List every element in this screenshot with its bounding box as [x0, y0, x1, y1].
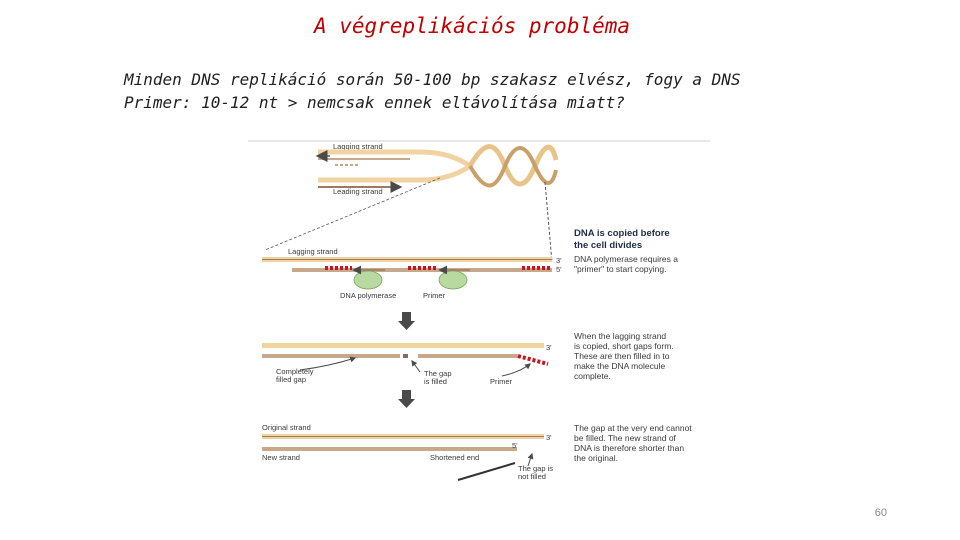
lagging-strand-label: Lagging strand [333, 142, 383, 151]
note-line: make the DNA molecule [574, 361, 666, 371]
slide-title: A végreplikációs probléma [313, 14, 631, 38]
note-title-line: the cell divides [574, 240, 643, 251]
end-3-label: 3' [556, 256, 562, 265]
gap-filled-label: is filled [424, 377, 447, 386]
primer-label: Primer [490, 377, 513, 386]
new-strand [262, 354, 400, 358]
shortened-end-pointer [458, 463, 515, 480]
bottom-strand [318, 166, 470, 180]
end-3-label: 3' [546, 433, 552, 442]
new-strand [418, 354, 518, 358]
polymerase-label: DNA polymerase [340, 291, 397, 300]
shortened-end-label: Shortened end [430, 453, 480, 462]
gap-filled-label: The gap [424, 369, 452, 378]
gap-not-filled-label: The gap is [518, 464, 554, 473]
note-line: be filled. The new strand of [574, 433, 676, 443]
note-line: These are then filled in to [574, 351, 670, 361]
template-strand [262, 343, 544, 348]
page-number: 60 [874, 507, 887, 519]
leading-strand-label: Leading strand [333, 187, 383, 196]
note-line: complete. [574, 371, 611, 381]
new-strand [262, 447, 517, 451]
panel-shortened-end [262, 423, 692, 481]
filled-gap [403, 354, 408, 358]
panel1-strand-label: Lagging strand [288, 247, 338, 256]
end-5-label: 5' [556, 265, 562, 274]
note-line: When the lagging strand [574, 331, 667, 341]
bullet-item: Primer: 10-12 nt > nemcsak ennek eltávolítása miatt? [124, 93, 625, 112]
note-line: The gap at the very end cannot [574, 423, 692, 433]
dna-polymerase [439, 271, 467, 289]
note-line: "primer" to start copying. [574, 264, 667, 274]
note-line: DNA polymerase requires a [574, 254, 678, 264]
panel-lagging-strand [262, 228, 678, 300]
note-line: DNA is therefore shorter than [574, 443, 685, 453]
step-arrow-icon [398, 390, 415, 408]
step-arrow-icon [398, 312, 415, 330]
filled-gap-label: filled gap [276, 375, 307, 384]
end-3-label: 3' [546, 343, 552, 352]
note-line: is copied, short gaps form. [574, 341, 674, 351]
original-strand-label: Original strand [262, 423, 311, 432]
bullet-item: Minden DNS replikáció során 50-100 bp szakasz elvész, fogy a DNS [124, 70, 741, 89]
primer-label: Primer [423, 291, 446, 300]
dna-polymerase [354, 271, 382, 289]
new-strand-label: New strand [262, 453, 300, 462]
replication-fork [265, 142, 556, 262]
filled-gap-label: Completely [276, 367, 314, 376]
note-title-line: DNA is copied before [574, 228, 670, 239]
zoom-line [545, 182, 552, 262]
panel-gap-fill [262, 331, 674, 386]
pointer-arrow [502, 364, 530, 376]
note-line: the original. [574, 453, 618, 463]
pointer-arrow [412, 361, 420, 372]
primer-segment [518, 356, 548, 364]
gap-not-filled-label: not filled [518, 472, 546, 481]
end-5-label: 5' [512, 441, 518, 450]
